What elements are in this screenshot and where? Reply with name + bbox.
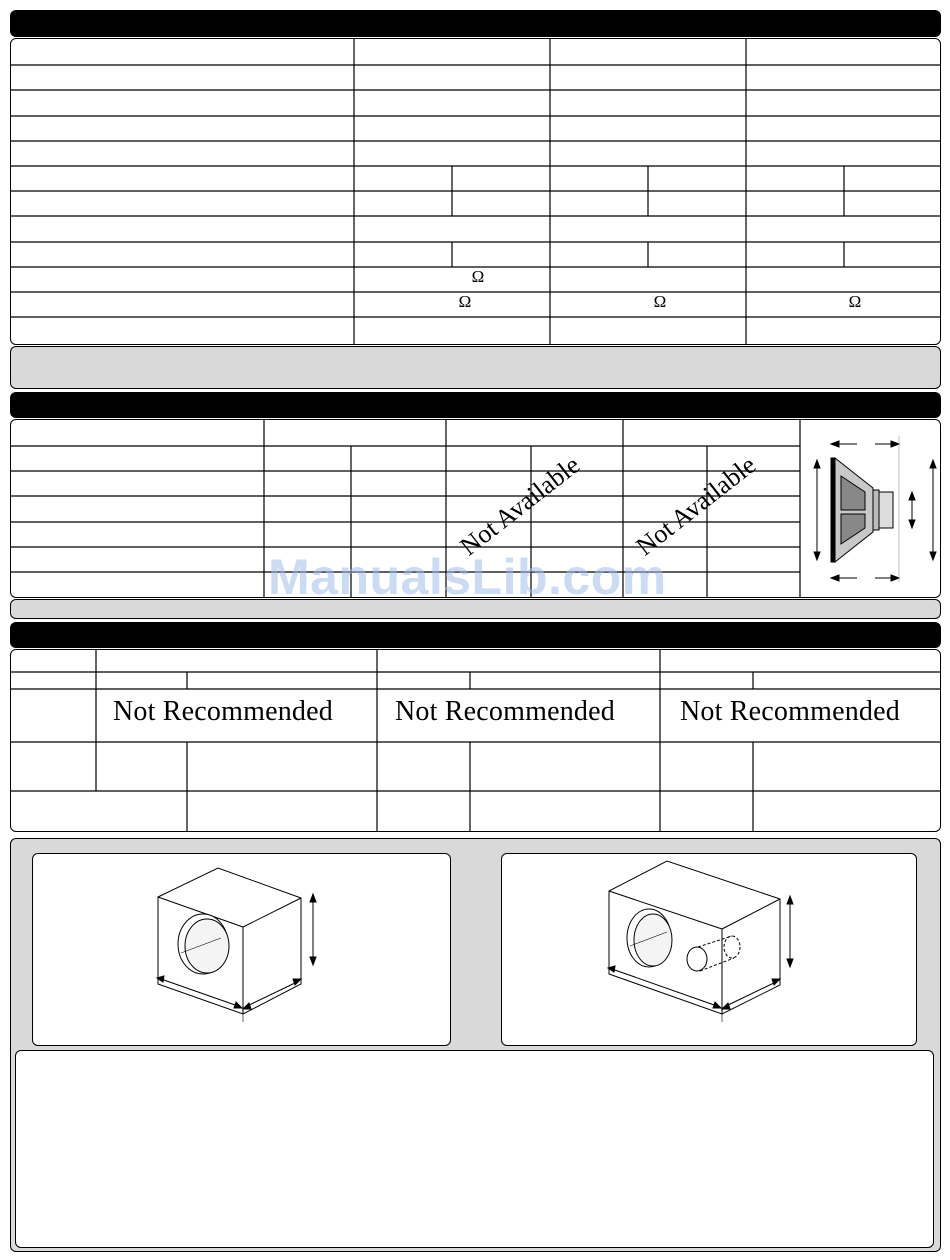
not-recommended-label-1: Not Recommended bbox=[113, 696, 333, 727]
ported-box-frame bbox=[501, 853, 917, 1046]
sealed-box-frame bbox=[32, 853, 451, 1046]
not-recommended-label-2: Not Recommended bbox=[395, 696, 615, 727]
enclosure-header-bar bbox=[10, 622, 941, 648]
specs-header-bar bbox=[10, 10, 941, 37]
impedance-symbol-col3: Ω bbox=[848, 292, 862, 311]
specs-table bbox=[10, 38, 941, 345]
impedance-symbol-col1: Ω bbox=[458, 292, 472, 311]
enclosure-diagram-panel bbox=[10, 838, 941, 1252]
specs-notes-box bbox=[10, 346, 941, 389]
not-available-label-1: Not Available bbox=[454, 450, 586, 562]
impedance-symbol-col2: Ω bbox=[653, 292, 667, 311]
enclosure-table bbox=[10, 649, 941, 832]
ported-box-diagram bbox=[502, 854, 918, 1047]
enclosure-grid-lines bbox=[11, 650, 941, 832]
not-available-label-2: Not Available bbox=[630, 450, 762, 562]
dimensions-header-bar bbox=[10, 392, 941, 418]
enclosure-notes-box bbox=[15, 1050, 934, 1248]
manualslib-watermark: ManualsLib.com bbox=[268, 549, 667, 605]
impedance-symbol-row10: Ω bbox=[471, 267, 485, 286]
not-recommended-label-3: Not Recommended bbox=[680, 696, 900, 727]
sealed-box-diagram bbox=[33, 854, 452, 1047]
